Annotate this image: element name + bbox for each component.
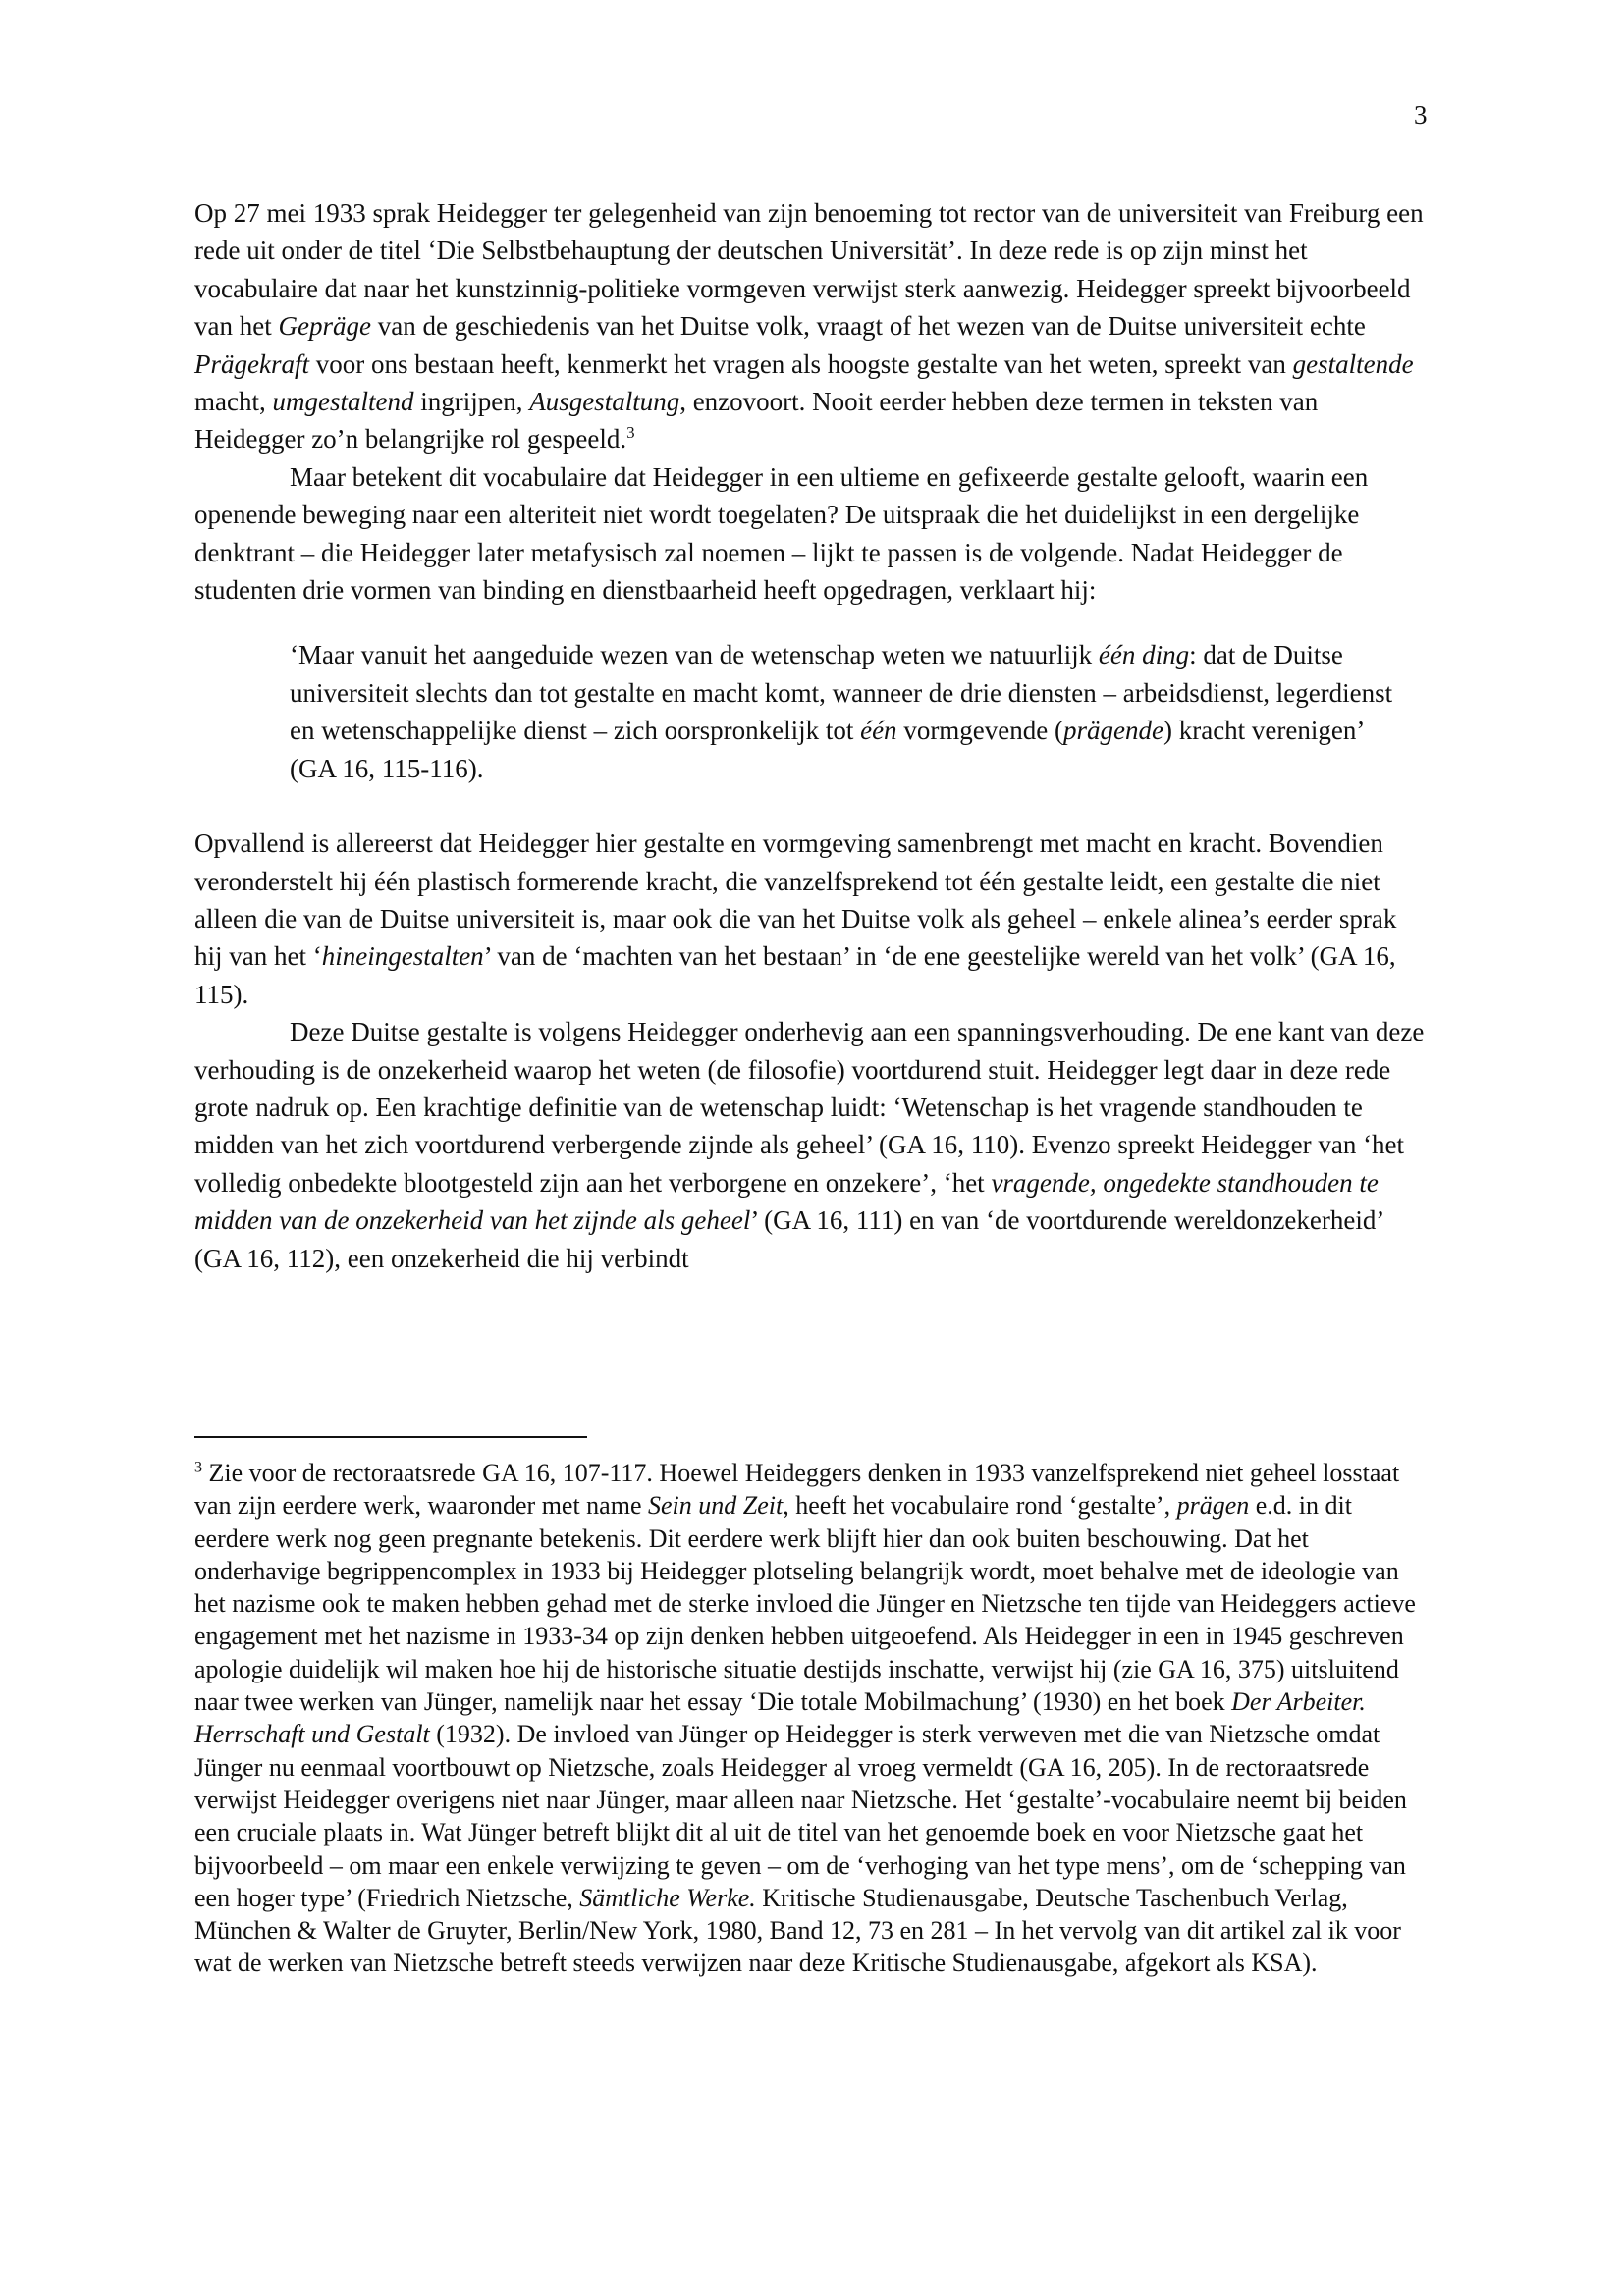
body-text [194,194,1430,1277]
footnote-separator [194,1436,587,1438]
paragraph-4: Deze Duitse gestalte is volgens Heidegger onderhevig aan een spanningsverhouding. De ene kant van deze verhouding is de onzekerheid waarop het weten (de filosofie) voortdurend stuit. Heidegger legt daar in deze rede grote nadruk op. Een krachtige definitie van de wetenschap luidt: ‘Wetenschap is het vragende standhouden te midden van het zich voortdurend verbergende zijnde als geheel’ (GA 16, 110). Evenzo spreekt Heidegger van ‘het volledig onbedekte blootgesteld zijn aan het verborgene en onzekere’, ‘het vragende, ongedekte standhouden te midden van de onzekerheid van het zijnde als geheel’ (GA 16, 111) en van ‘de voortdurende wereldonzekerheid’ (GA 16, 112), een onzekerheid die hij verbindt [194,1017,1425,1273]
paragraph-2: Maar betekent dit vocabulaire dat Heidegger in een ultieme en gefixeerde gestalte gelooft, waarin een openende beweging naar een alteriteit niet wordt toegelaten? De uitspraak die het duidelijkst in een dergelijke denktrant – die Heidegger later metafysisch zal noemen – lijkt te passen is de volgende. Nadat Heidegger de studenten drie vormen van binding en dienstbaarheid heeft opgedragen, verklaart hij: [194,461,1369,606]
paragraph-3: Opvallend is allereerst dat Heidegger hier gestalte en vormgeving samenbrengt met macht en kracht. Bovendien veronderstelt hij één plastisch formerende kracht, die vanzelfsprekend tot één gestalte leidt, een gestalte die niet alleen die van de Duitse universiteit is, maar ook die van het Duitse volk als geheel – enkele alinea’s eerder sprak hij van het ‘hineingestalten’ van de ‘machten van het bestaan’ in ‘de ene geestelijke wereld van het volk’ (GA 16, 115). [194,828,1397,1009]
footnote: $^3$ Zie voor de rectoraatsrede GA 16, 107-117. Hoewel Heideggers denken in 1933 vanzelfsprekend niet geheel losstaat van zijn eerdere werk, waaronder met name Sein und Zeit, heeft het vocabulaire rond ‘gestalte’, prägen e.d. in dit eerdere werk nog geen pregnante betekenis. Dit eerdere werk blijft hier dan ook buiten beschouwing. Dat het onderhavige begrippencomplex in 1933 bij Heidegger plotseling belangrijk wordt, moet behalve met de ideologie van het nazisme ook te maken hebben gehad met de sterke invloed die Jünger en Nietzsche ten tijde van Heideggers actieve engagement met het nazisme in 1933-34 op zijn denken hebben uitgeoefend. Als Heidegger in een in 1945 geschreven apologie duidelijk wil maken hoe hij de historische situatie destijds inschatte, verwijst hij (zie GA 16, 375) uitsluitend naar twee werken van Jünger, namelijk naar het essay ‘Die totale Mobilmachung’ (1930) en het boek Der Arbeiter. Herrschaft und Gestalt (1932). De invloed van Jünger op Heidegger is sterk verweven met die van Nietzsche omdat Jünger nu eenmaal voortbouwt op Nietzsche, zoals Heidegger al vroeg vermeldt (GA 16, 205). In de rectoraatsrede verwijst Heidegger overigens niet naar Jünger, maar alleen naar Nietzsche. Het ‘gestalte’-vocabulaire neemt bij beiden een cruciale plaats in. Wat Jünger betreft blijkt dit al uit de titel van het genoemde boek en voor Nietzsche gaat het bijvoorbeeld – om maar een enkele verwijzing te geven – om de ‘verhoging van het type mens’, om de ‘schepping van een hoger type’ (Friedrich Nietzsche, Sämtliche Werke. Kritische Studienausgabe, Deutsche Taschenbuch Verlag, München & Walter de Gruyter, Berlin/New York, 1980, Band 12, 73 en 281 – In het vervolg van dit artikel zal ik voor wat de werken van Nietzsche betreft steeds verwijzen naar deze Kritische Studienausgabe, afgekort als KSA). [194,1459,1416,1978]
footnote-marker: 3 [194,1459,202,1476]
paragraph-1: Op 27 mei 1933 sprak Heidegger ter gelegenheid van zijn benoeming tot rector van de universiteit van Freiburg een rede uit onder de titel ‘Die Selbstbehauptung der deutschen Universität’. In deze rede is op zijn minst het vocabulaire dat naar het kunstzinnig-politieke vormgeven verwijst sterk aanwezig. Heidegger spreekt bijvoorbeeld van het Gepräge van de geschiedenis van het Duitse volk, vraagt of het wezen van de Duitse universiteit echte Prägekraft voor ons bestaan heeft, kenmerkt het vragen als hoogste gestalte van het weten, spreekt van gestaltende macht, umgestaltend ingrijpen, Ausgestaltung, enzovoort. Nooit eerder hebben deze termen in teksten van Heidegger zo’n belangrijke rol gespeeld.$^3$ [194,198,1424,454]
footnote-reference: 3 [626,423,635,443]
block-quote: ‘Maar vanuit het aangeduide wezen van de wetenschap weten we natuurlijk één ding: dat de Duitse universiteit slechts dan tot gestalte en macht komt, wanneer de drie diensten – arbeidsdienst, legerdienst en wetenschappelijke dienst – zich oorspronkelijk tot één vormgevende (prägende) kracht verenigen’ (GA 16, 115-116). [290,640,1393,783]
page-number: 3 [1414,100,1428,130]
